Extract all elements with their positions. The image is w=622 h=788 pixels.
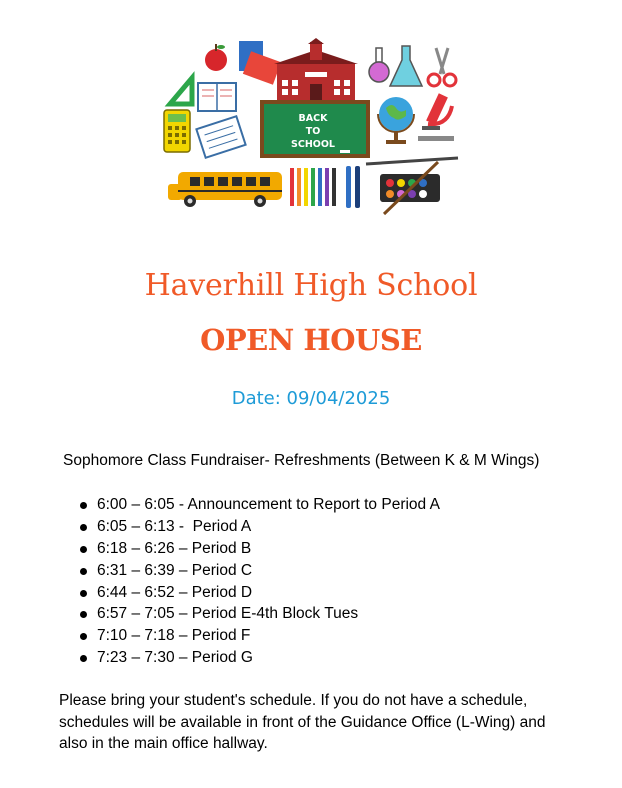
school-name-heading: Haverhill High School <box>144 268 478 303</box>
scissors-icon <box>428 48 456 86</box>
period-schedule-list <box>78 494 440 669</box>
notebook-icon <box>196 116 245 158</box>
schedule-item: 6:00 – 6:05 - Announcement to Report to Period A <box>78 494 440 516</box>
microscope-icon <box>418 93 454 141</box>
schedule-item: 6:05 – 6:13 - Period A <box>78 516 440 538</box>
flask-icon <box>369 46 422 86</box>
apple-icon <box>205 44 227 71</box>
schedule-item: 6:31 – 6:39 – Period C <box>78 560 440 582</box>
schedule-item: 7:10 – 7:18 – Period F <box>78 625 440 647</box>
schedule-item: 6:44 – 6:52 – Period D <box>78 582 440 604</box>
board-text-line2: TO <box>305 126 321 137</box>
pens-icon <box>346 166 360 208</box>
schedule-item: 6:57 – 7:05 – Period E-4th Block Tues <box>78 603 440 625</box>
schedule-item: 6:18 – 6:26 – Period B <box>78 538 440 560</box>
schedule-availability-note: Please bring your student's schedule. If you do not have a schedule, schedules will be available in front of the Guidance Office (L-Wing) and also in the main office hallway. <box>59 692 546 752</box>
triangle-ruler-icon <box>170 78 192 104</box>
books-icon <box>239 41 281 85</box>
colored-pencils-icon <box>290 168 336 206</box>
event-date: Date: 09/04/2025 <box>231 388 391 409</box>
school-building-icon <box>274 38 358 100</box>
back-to-school-illustration <box>160 38 460 216</box>
open-book-icon <box>198 83 236 111</box>
paint-palette-icon <box>366 158 458 214</box>
chalkboard-icon <box>260 100 370 158</box>
school-bus-icon <box>168 172 282 207</box>
board-text-line3: SCHOOL <box>291 139 335 150</box>
calculator-icon <box>164 110 190 152</box>
fundraiser-note: Sophomore Class Fundraiser- Refreshments (Between K & M Wings) <box>63 452 540 469</box>
event-title-heading: OPEN HOUSE <box>200 323 422 357</box>
schedule-item: 7:23 – 7:30 – Period G <box>78 647 440 669</box>
globe-icon <box>378 97 414 144</box>
board-text-line1: BACK <box>298 113 328 124</box>
